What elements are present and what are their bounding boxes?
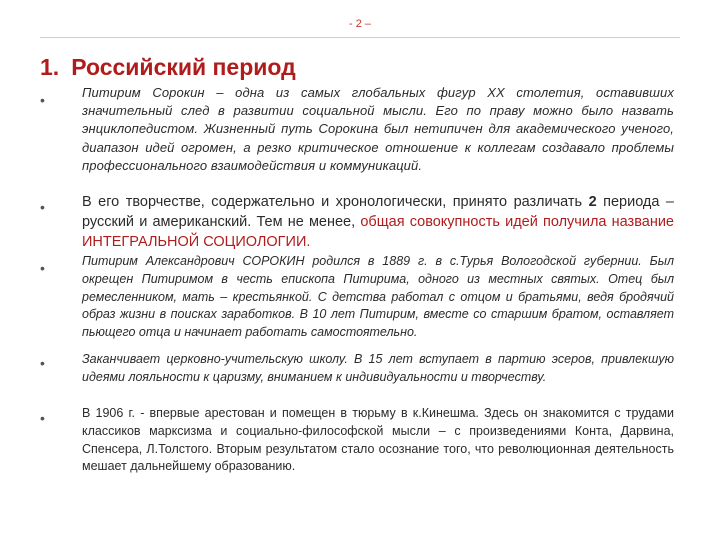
section-number: 1. xyxy=(40,54,60,80)
section-title: Российский период xyxy=(71,54,296,80)
bullet-1: • xyxy=(40,92,45,108)
paragraph-2-part-a: В его творчестве, содержательно и хронологически, принято различать xyxy=(82,194,589,210)
paragraph-4: Заканчивает церковно-учительскую школу. В 15 лет вступает в партию эсеров, привлекшую идеями лояльности к царизму, вниманием к индивидуальности и творчеству. xyxy=(82,352,674,384)
bullet-3: • xyxy=(40,260,45,276)
paragraph-2-term: ИНТЕГРАЛЬНОЙ СОЦИОЛОГИИ. xyxy=(82,234,311,250)
paragraph-1: Питирим Сорокин – одна из самых глобальных фигур XX столетия, оставивших значительный след в развитии социальной мысли. Его по праву можно было назвать энциклопедистом. Жизненный путь Сорокина был нетипичен для академического ученого, диапазон идей огромен, а резко критическое отношение к коллегам создавало проблемы профессионального взаимодействия и коммуникаций. xyxy=(82,85,674,173)
page-number: - 2 – xyxy=(348,18,371,30)
paragraph-5: В 1906 г. - впервые арестован и помещен в тюрьму в к.Кинешма. Здесь он знакомится с трудами классиков марксизма и социально-философской мысли – с произведениями Конта, Дарвина, Спенсера, Л.Толстого. Вторым результатом стало осознание того, что революционная деятельность мешает дальнейшему образованию. xyxy=(82,406,674,474)
paragraph-2-number: 2 xyxy=(588,194,597,210)
title-divider xyxy=(40,37,680,38)
section-heading xyxy=(40,54,296,81)
bullet-4: • xyxy=(40,355,45,371)
bullet-2: • xyxy=(40,199,45,215)
paragraph-2 xyxy=(82,192,674,252)
paragraph-2-highlight: общая совокупность идей получила название xyxy=(360,214,674,230)
paragraph-3: Питирим Александрович СОРОКИН родился в 1889 г. в с.Турья Вологодской губернии. Был окрещен Питиримом в честь епископа Питирима, одного из местных святых. Отец был ремесленником, мать – крестьянкой. С детства работал с отцом и братьями, ведя бродячий образ жизни в поисках заработков. В 10 лет Питирим, вместе со старшим братом, оставляет пьющего отца и начинает работать самостоятельно. xyxy=(82,254,674,340)
bullet-5: • xyxy=(40,410,45,426)
paragraph-2-part-c: периода – русский и американский. Тем не менее, xyxy=(82,194,674,230)
